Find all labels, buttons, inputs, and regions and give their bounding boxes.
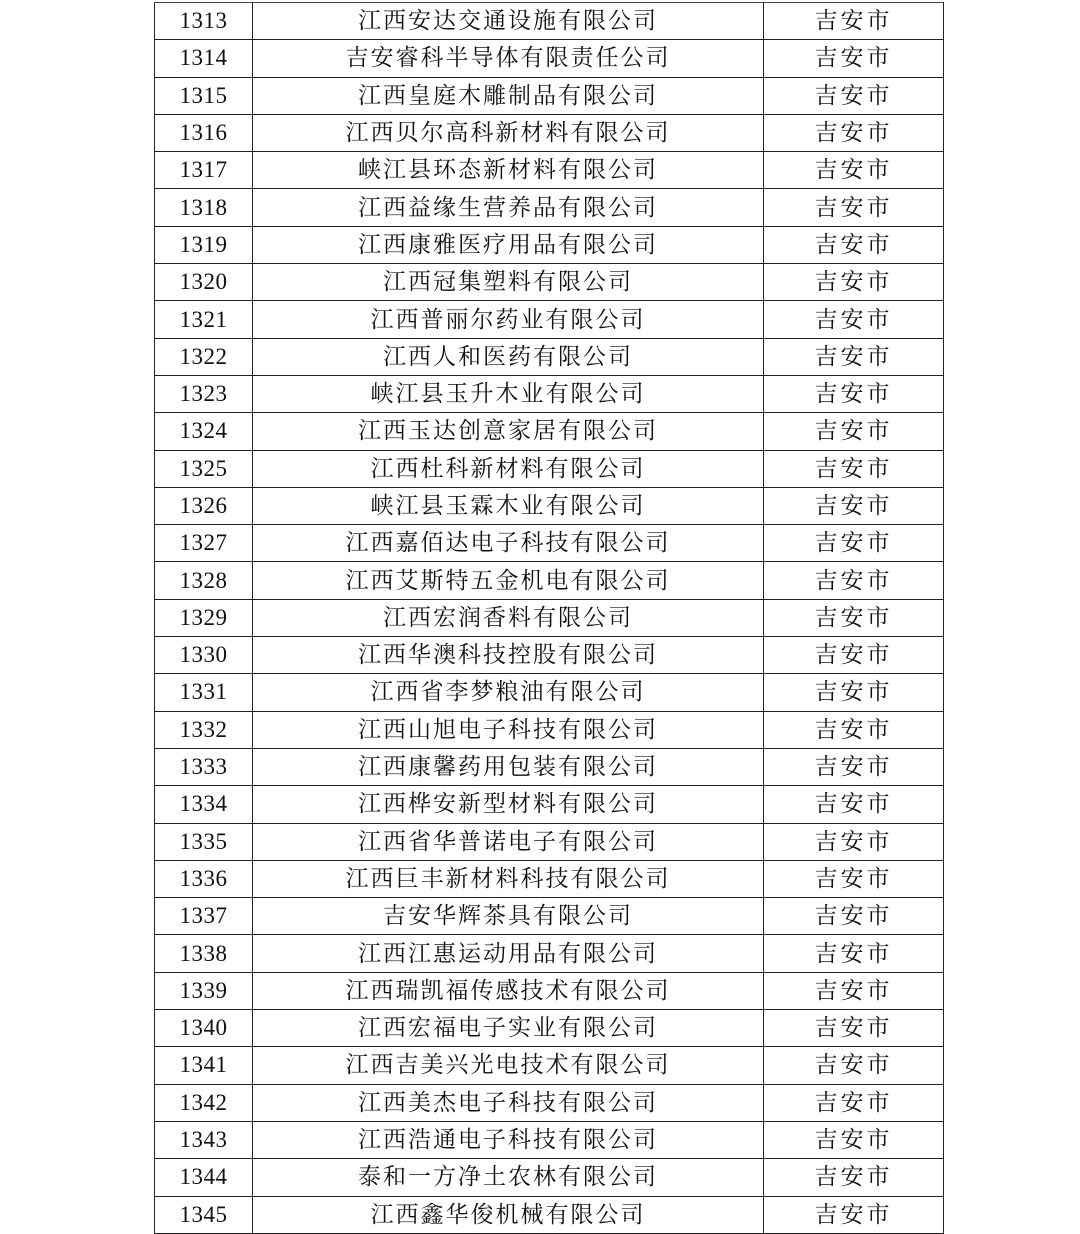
table-row <box>155 525 944 562</box>
row-number-cell: 1315 <box>155 77 253 114</box>
table-row <box>155 3 944 40</box>
table-row <box>155 338 944 375</box>
company-name-cell: 江西瑞凯福传感技术有限公司 <box>253 972 764 1009</box>
company-name-cell: 吉安睿科半导体有限责任公司 <box>253 40 764 77</box>
row-number-cell: 1317 <box>155 152 253 189</box>
company-name-cell: 峡江县环态新材料有限公司 <box>253 152 764 189</box>
table-row <box>155 301 944 338</box>
row-number-cell: 1322 <box>155 338 253 375</box>
table-row <box>155 264 944 301</box>
table-row <box>155 487 944 524</box>
table-row <box>155 152 944 189</box>
company-name-cell: 峡江县玉升木业有限公司 <box>253 375 764 412</box>
company-name-cell: 江西美杰电子科技有限公司 <box>253 1084 764 1121</box>
city-cell: 吉安市 <box>764 637 944 674</box>
city-cell: 吉安市 <box>764 1047 944 1084</box>
company-name-cell: 江西省李梦粮油有限公司 <box>253 674 764 711</box>
row-number-cell: 1316 <box>155 114 253 151</box>
table-row <box>155 375 944 412</box>
row-number-cell: 1320 <box>155 264 253 301</box>
city-cell: 吉安市 <box>764 860 944 897</box>
row-number-cell: 1341 <box>155 1047 253 1084</box>
table-row <box>155 226 944 263</box>
city-cell: 吉安市 <box>764 338 944 375</box>
company-name-cell: 江西普丽尔药业有限公司 <box>253 301 764 338</box>
company-list-table <box>154 2 944 1234</box>
city-cell: 吉安市 <box>764 935 944 972</box>
company-name-cell: 江西嘉佰达电子科技有限公司 <box>253 525 764 562</box>
table-row <box>155 1047 944 1084</box>
row-number-cell: 1327 <box>155 525 253 562</box>
table-row <box>155 40 944 77</box>
table-row <box>155 786 944 823</box>
city-cell: 吉安市 <box>764 674 944 711</box>
city-cell: 吉安市 <box>764 972 944 1009</box>
row-number-cell: 1323 <box>155 375 253 412</box>
city-cell: 吉安市 <box>764 1121 944 1158</box>
table-row <box>155 711 944 748</box>
table-row <box>155 637 944 674</box>
city-cell: 吉安市 <box>764 748 944 785</box>
city-cell: 吉安市 <box>764 77 944 114</box>
city-cell: 吉安市 <box>764 264 944 301</box>
row-number-cell: 1331 <box>155 674 253 711</box>
company-name-cell: 江西江惠运动用品有限公司 <box>253 935 764 972</box>
row-number-cell: 1330 <box>155 637 253 674</box>
city-cell: 吉安市 <box>764 413 944 450</box>
city-cell: 吉安市 <box>764 1159 944 1196</box>
row-number-cell: 1336 <box>155 860 253 897</box>
row-number-cell: 1314 <box>155 40 253 77</box>
row-number-cell: 1340 <box>155 1010 253 1047</box>
company-name-cell: 江西冠集塑料有限公司 <box>253 264 764 301</box>
table-row <box>155 674 944 711</box>
company-name-cell: 吉安华辉茶具有限公司 <box>253 898 764 935</box>
row-number-cell: 1325 <box>155 450 253 487</box>
table-row <box>155 1084 944 1121</box>
document-page <box>154 2 943 1234</box>
row-number-cell: 1324 <box>155 413 253 450</box>
table-row <box>155 935 944 972</box>
company-name-cell: 江西宏福电子实业有限公司 <box>253 1010 764 1047</box>
table-row <box>155 599 944 636</box>
city-cell: 吉安市 <box>764 40 944 77</box>
city-cell: 吉安市 <box>764 3 944 40</box>
row-number-cell: 1335 <box>155 823 253 860</box>
company-name-cell: 江西安达交通设施有限公司 <box>253 3 764 40</box>
city-cell: 吉安市 <box>764 1196 944 1233</box>
row-number-cell: 1338 <box>155 935 253 972</box>
city-cell: 吉安市 <box>764 152 944 189</box>
table-row <box>155 823 944 860</box>
row-number-cell: 1326 <box>155 487 253 524</box>
row-number-cell: 1334 <box>155 786 253 823</box>
table-row <box>155 1159 944 1196</box>
row-number-cell: 1342 <box>155 1084 253 1121</box>
table-body <box>155 3 944 1234</box>
table-row <box>155 77 944 114</box>
company-name-cell: 江西山旭电子科技有限公司 <box>253 711 764 748</box>
city-cell: 吉安市 <box>764 301 944 338</box>
city-cell: 吉安市 <box>764 898 944 935</box>
row-number-cell: 1319 <box>155 226 253 263</box>
city-cell: 吉安市 <box>764 450 944 487</box>
company-name-cell: 江西巨丰新材料科技有限公司 <box>253 860 764 897</box>
row-number-cell: 1333 <box>155 748 253 785</box>
company-name-cell: 江西桦安新型材料有限公司 <box>253 786 764 823</box>
table-row <box>155 189 944 226</box>
row-number-cell: 1344 <box>155 1159 253 1196</box>
company-name-cell: 江西省华普诺电子有限公司 <box>253 823 764 860</box>
city-cell: 吉安市 <box>764 562 944 599</box>
city-cell: 吉安市 <box>764 487 944 524</box>
company-name-cell: 江西康雅医疗用品有限公司 <box>253 226 764 263</box>
table-row <box>155 1010 944 1047</box>
city-cell: 吉安市 <box>764 1084 944 1121</box>
table-row <box>155 562 944 599</box>
row-number-cell: 1337 <box>155 898 253 935</box>
city-cell: 吉安市 <box>764 226 944 263</box>
row-number-cell: 1321 <box>155 301 253 338</box>
row-number-cell: 1332 <box>155 711 253 748</box>
city-cell: 吉安市 <box>764 599 944 636</box>
company-name-cell: 江西宏润香料有限公司 <box>253 599 764 636</box>
city-cell: 吉安市 <box>764 189 944 226</box>
table-row <box>155 898 944 935</box>
company-name-cell: 江西贝尔高科新材料有限公司 <box>253 114 764 151</box>
row-number-cell: 1345 <box>155 1196 253 1233</box>
company-name-cell: 江西吉美兴光电技术有限公司 <box>253 1047 764 1084</box>
city-cell: 吉安市 <box>764 786 944 823</box>
company-name-cell: 峡江县玉霖木业有限公司 <box>253 487 764 524</box>
company-name-cell: 江西玉达创意家居有限公司 <box>253 413 764 450</box>
table-row <box>155 1121 944 1158</box>
company-name-cell: 江西华澳科技控股有限公司 <box>253 637 764 674</box>
row-number-cell: 1339 <box>155 972 253 1009</box>
row-number-cell: 1318 <box>155 189 253 226</box>
table-row <box>155 860 944 897</box>
company-name-cell: 江西皇庭木雕制品有限公司 <box>253 77 764 114</box>
company-name-cell: 江西康馨药用包装有限公司 <box>253 748 764 785</box>
row-number-cell: 1343 <box>155 1121 253 1158</box>
company-name-cell: 江西杜科新材料有限公司 <box>253 450 764 487</box>
city-cell: 吉安市 <box>764 711 944 748</box>
table-row <box>155 1196 944 1233</box>
table-row <box>155 972 944 1009</box>
city-cell: 吉安市 <box>764 525 944 562</box>
table-row <box>155 450 944 487</box>
city-cell: 吉安市 <box>764 1010 944 1047</box>
company-name-cell: 江西艾斯特五金机电有限公司 <box>253 562 764 599</box>
table-row <box>155 413 944 450</box>
company-name-cell: 江西鑫华俊机械有限公司 <box>253 1196 764 1233</box>
company-name-cell: 泰和一方净土农林有限公司 <box>253 1159 764 1196</box>
table-row <box>155 114 944 151</box>
company-name-cell: 江西浩通电子科技有限公司 <box>253 1121 764 1158</box>
company-name-cell: 江西人和医药有限公司 <box>253 338 764 375</box>
row-number-cell: 1329 <box>155 599 253 636</box>
row-number-cell: 1328 <box>155 562 253 599</box>
company-name-cell: 江西益缘生营养品有限公司 <box>253 189 764 226</box>
table-row <box>155 748 944 785</box>
city-cell: 吉安市 <box>764 114 944 151</box>
row-number-cell: 1313 <box>155 3 253 40</box>
city-cell: 吉安市 <box>764 823 944 860</box>
city-cell: 吉安市 <box>764 375 944 412</box>
